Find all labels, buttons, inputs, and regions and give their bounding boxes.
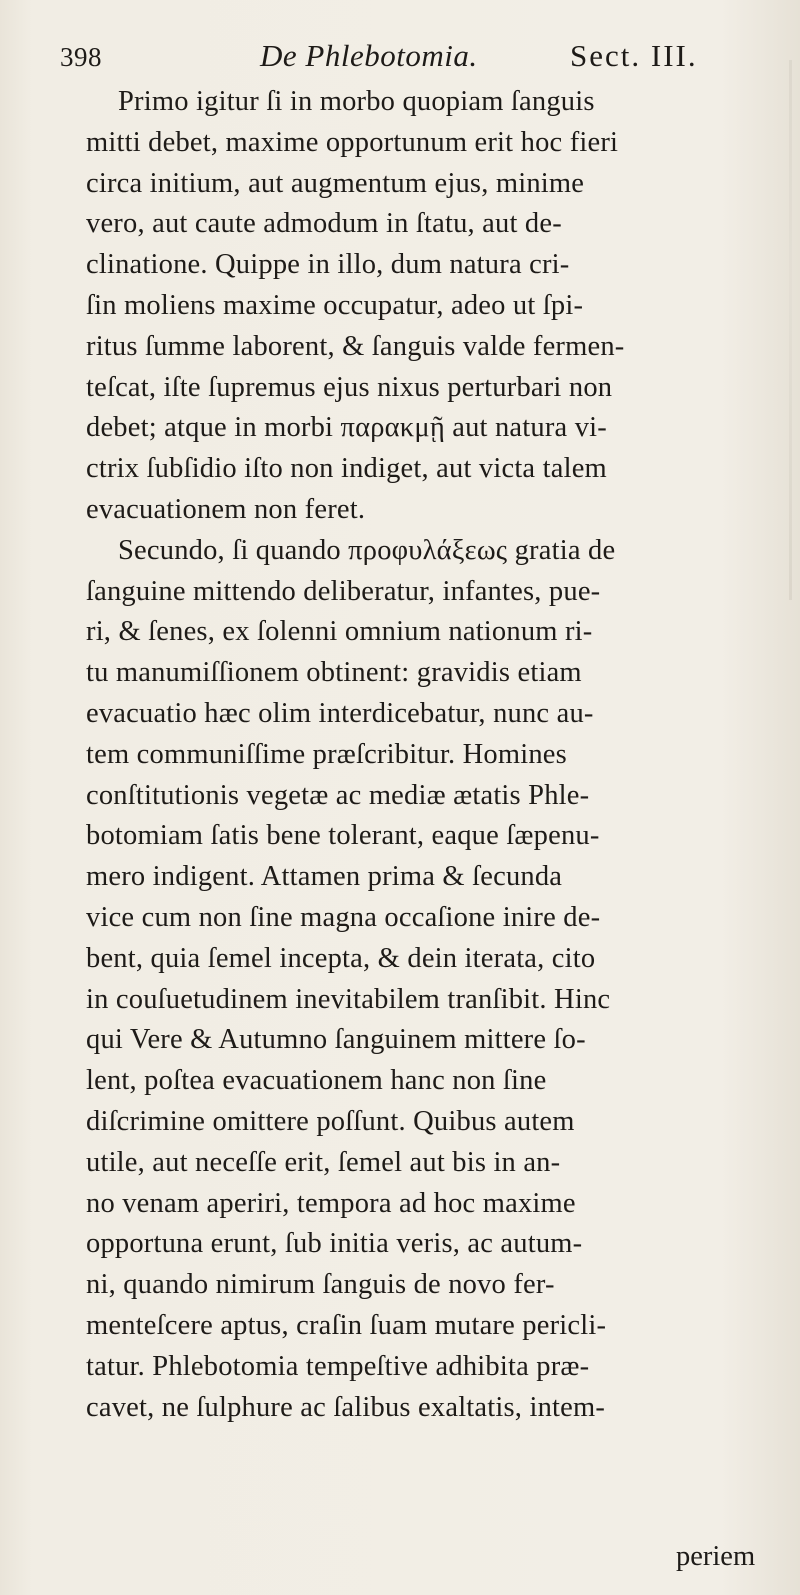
text-line: qui Vere & Autumno ſanguinem mittere ſo- xyxy=(86,1024,586,1056)
text-line: no venam aperiri, tempora ad hoc maxime xyxy=(86,1187,576,1219)
text-line: clinatione. Quippe in illo, dum natura cri- xyxy=(86,249,570,281)
page-edge-shadow xyxy=(789,60,792,600)
section-label: Sect. III. xyxy=(570,38,698,73)
text-line: ritus ſumme laborent, & ſanguis valde fermen- xyxy=(86,330,625,362)
text-line: ſanguine mittendo deliberatur, infantes, pue- xyxy=(86,575,601,607)
text-line: mitti debet, maxime opportunum erit hoc fieri xyxy=(86,126,619,158)
text-line: in couſuetudinem inevitabilem tranſibit. Hinc xyxy=(86,983,611,1015)
text-line: cavet, ne ſulphure ac ſalibus exaltatis, intem- xyxy=(86,1391,606,1423)
text-line: Primo igitur ſi in morbo quopiam ſanguis xyxy=(118,86,595,117)
page-number: 398 xyxy=(60,42,102,72)
running-title: De Phlebotomia. xyxy=(260,38,478,73)
page-header xyxy=(58,38,778,82)
text-line: tu manumiſſionem obtinent: gravidis etiam xyxy=(86,657,582,689)
text-line: Secundo, ſi quando προφυλάξεως gratia de xyxy=(118,534,616,566)
text-line: ctrix ſubſidio iſto non indiget, aut victa talem xyxy=(86,453,607,485)
text-line: botomiam ſatis bene tolerant, eaque ſæpenu- xyxy=(86,820,600,852)
text-line: conſtitutionis vegetæ ac mediæ ætatis Phle- xyxy=(86,779,590,811)
text-line: opportuna erunt, ſub initia veris, ac autum- xyxy=(86,1228,583,1260)
text-line: evacuatio hæc olim interdicebatur, nunc au- xyxy=(86,698,594,729)
text-line: lent, poſtea evacuationem hanc non ſine xyxy=(86,1065,547,1097)
text-line: vero, aut caute admodum in ſtatu, aut de- xyxy=(86,208,562,240)
text-line: menteſcere aptus, craſin ſuam mutare pericli- xyxy=(86,1310,607,1341)
text-line: ni, quando nimirum ſanguis de novo fer- xyxy=(86,1269,555,1301)
text-line: ri, & ſenes, ex ſolenni omnium nationum ri- xyxy=(86,616,593,648)
text-line: circa initium, aut augmentum ejus, minime xyxy=(86,167,585,199)
text-line: tatur. Phlebotomia tempeſtive adhibita præ- xyxy=(86,1350,590,1382)
text-line: evacuationem non feret. xyxy=(86,494,366,525)
text-line: ſin moliens maxime occupatur, adeo ut ſpi- xyxy=(86,290,584,321)
catchword: periem xyxy=(676,1541,756,1572)
text-line: bent, quia ſemel incepta, & dein iterata, cito xyxy=(86,942,596,974)
text-line: debet; atque in morbi παρακμῇ aut natura vi- xyxy=(86,412,607,444)
text-line: teſcat, iſte ſupremus ejus nixus perturbari non xyxy=(86,371,613,403)
text-line: vice cum non ſine magna occaſione inire de- xyxy=(86,902,601,933)
text-line: mero indigent. Attamen prima & ſecunda xyxy=(86,861,563,893)
text-line: utile, aut neceſſe erit, ſemel aut bis in an- xyxy=(86,1146,561,1178)
text-line: tem communiſſime præſcribitur. Homines xyxy=(86,738,567,770)
text-line: diſcrimine omittere poſſunt. Quibus autem xyxy=(86,1106,575,1137)
